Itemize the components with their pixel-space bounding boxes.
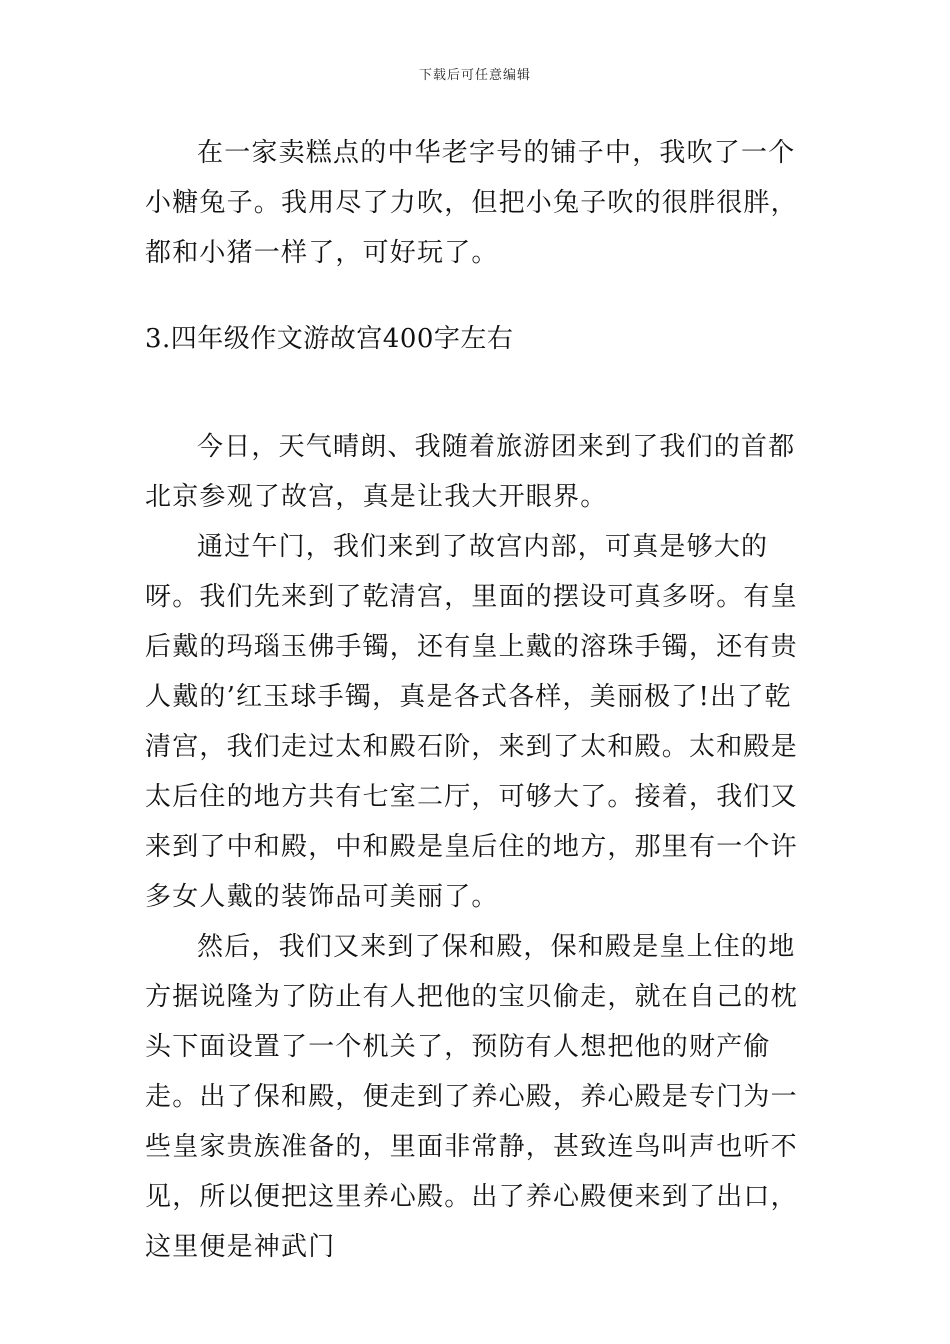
paragraph-intro: 今日，天气晴朗、我随着旅游团来到了我们的首都北京参观了故宫，真是让我大开眼界。	[145, 432, 796, 512]
paragraph-palaces: 通过午门，我们来到了故宫内部，可真是够大的呀。我们先来到了乾清宫，里面的摆设可真多呀。有皇后戴的玛瑙玉佛手镯，还有皇上戴的溶珠手镯，还有贵人戴的’红玉球手镯，真是各式各样，美丽极了!出了乾清宫，我们走过太和殿石阶，来到了太和殿。太和殿是太后住的地方共有七室二厅，可够大了。接着，我们又来到了中和殿，中和殿是皇后住的地方，那里有一个许多女人戴的装饰品可美丽了。	[145, 532, 798, 912]
spacer	[145, 278, 810, 314]
spacer	[145, 364, 810, 422]
section-heading: 3.四年级作文游故宫400字左右	[145, 324, 514, 354]
document-body	[145, 128, 810, 1272]
paragraph-baohe-hall: 然后，我们又来到了保和殿，保和殿是皇上住的地方据说隆为了防止有人把他的宝贝偷走，就在自己的枕头下面设置了一个机关了，预防有人想把他的财产偷走。出了保和殿，便走到了养心殿，养心殿是专门为一些皇家贵族准备的，里面非常静，甚致连鸟叫声也听不见，所以便把这里养心殿。出了养心殿便来到了出口，这里便是神武门	[145, 932, 798, 1262]
page-header: 下载后可任意编辑	[418, 68, 531, 83]
paragraph-sugar-rabbit: 在一家卖糕点的中华老字号的铺子中，我吹了一个小糖兔子。我用尽了力吹，但把小兔子吹的很胖很胖，都和小猪一样了，可好玩了。	[145, 138, 798, 268]
